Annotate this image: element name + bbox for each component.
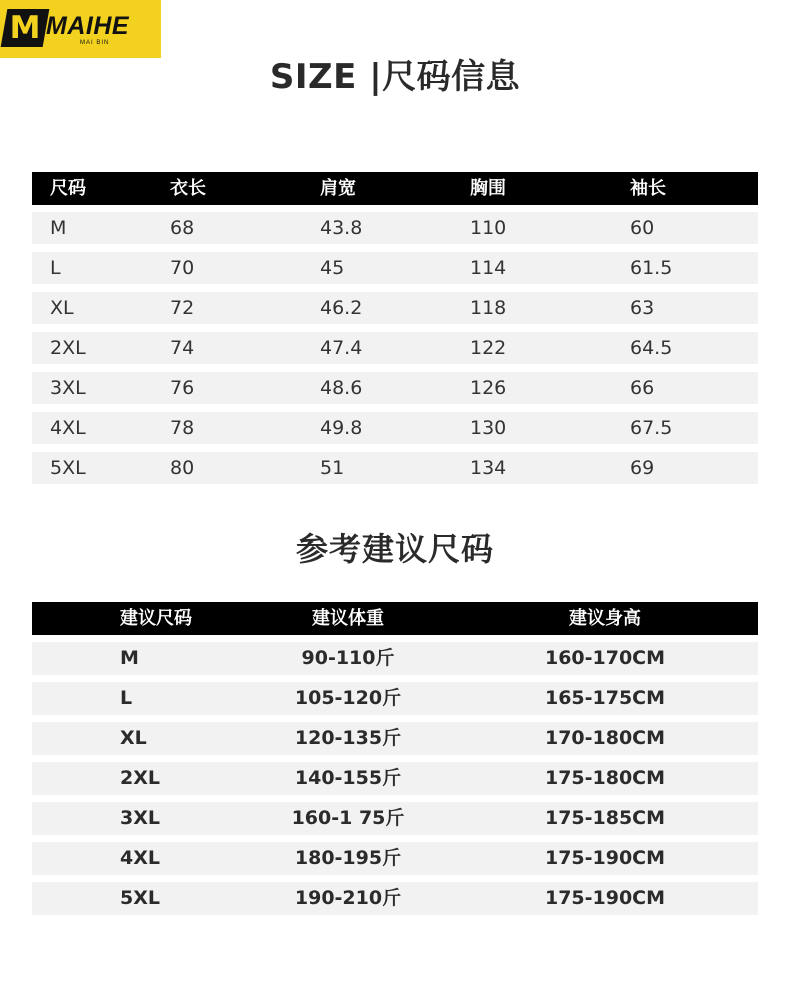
table-cell: 43.8 bbox=[320, 217, 363, 239]
table-cell: 118 bbox=[470, 297, 507, 319]
table-row bbox=[32, 682, 758, 715]
column-header: 建议体重 bbox=[312, 608, 384, 629]
column-header: 建议身高 bbox=[569, 608, 641, 629]
table-row bbox=[32, 802, 758, 835]
table-cell: 4XL bbox=[50, 417, 86, 439]
table-cell: M bbox=[50, 217, 67, 239]
table-cell: 175-180CM bbox=[544, 767, 666, 789]
table-row bbox=[32, 252, 758, 284]
table-header-row bbox=[32, 602, 758, 635]
table-row bbox=[32, 762, 758, 795]
column-header: 衣长 bbox=[170, 178, 206, 199]
table-cell: 70 bbox=[170, 257, 195, 279]
table-cell: 68 bbox=[170, 217, 195, 239]
table-cell: 175-185CM bbox=[544, 807, 666, 829]
table-header-row bbox=[32, 172, 758, 205]
table-cell: 64.5 bbox=[630, 337, 673, 359]
recommend-title: 参考建议尺码 bbox=[295, 530, 494, 568]
table-row bbox=[32, 372, 758, 404]
table-cell: 72 bbox=[170, 297, 195, 319]
table-cell: 74 bbox=[170, 337, 195, 359]
table-cell: 160-1 75斤 bbox=[291, 807, 405, 829]
table-cell: 134 bbox=[470, 457, 507, 479]
table-row bbox=[32, 292, 758, 324]
table-row bbox=[32, 412, 758, 444]
table-cell: 114 bbox=[470, 257, 507, 279]
table-cell: 120-135斤 bbox=[294, 727, 402, 749]
table-cell: 90-110斤 bbox=[301, 647, 395, 669]
table-cell: 175-190CM bbox=[544, 847, 666, 869]
table-cell: 76 bbox=[170, 377, 195, 399]
table-cell: 175-190CM bbox=[544, 887, 666, 909]
table-row bbox=[32, 882, 758, 915]
column-header: 袖长 bbox=[630, 178, 666, 199]
table-cell: 48.6 bbox=[320, 377, 363, 399]
table-cell: 46.2 bbox=[320, 297, 363, 319]
table-cell: 2XL bbox=[50, 337, 86, 359]
table-cell: 3XL bbox=[120, 807, 160, 829]
table-cell: 105-120斤 bbox=[294, 687, 402, 709]
table-cell: 60 bbox=[630, 217, 655, 239]
table-cell: 5XL bbox=[50, 457, 86, 479]
table-cell: 47.4 bbox=[320, 337, 363, 359]
column-header: 肩宽 bbox=[320, 178, 356, 199]
table-cell: 2XL bbox=[120, 767, 160, 789]
table-cell: 126 bbox=[470, 377, 507, 399]
column-header: 尺码 bbox=[50, 178, 86, 199]
table-cell: XL bbox=[120, 727, 147, 749]
table-cell: L bbox=[50, 257, 61, 279]
table-cell: 49.8 bbox=[320, 417, 363, 439]
table-row bbox=[32, 212, 758, 244]
table-cell: 66 bbox=[630, 377, 655, 399]
table-cell: 63 bbox=[630, 297, 655, 319]
table-cell: 61.5 bbox=[630, 257, 673, 279]
table-cell: 78 bbox=[170, 417, 195, 439]
logo-mark bbox=[1, 9, 50, 47]
table-cell: XL bbox=[50, 297, 74, 319]
table-row bbox=[32, 722, 758, 755]
table-cell: 4XL bbox=[120, 847, 160, 869]
table-cell: M bbox=[120, 647, 139, 669]
table-cell: 69 bbox=[630, 457, 655, 479]
recommend-table bbox=[32, 602, 758, 922]
table-cell: 130 bbox=[470, 417, 507, 439]
logo-mark-letter: M bbox=[9, 10, 41, 46]
table-cell: 80 bbox=[170, 457, 195, 479]
table-cell: 165-175CM bbox=[544, 687, 666, 709]
table-cell: 110 bbox=[470, 217, 507, 239]
table-cell: 122 bbox=[470, 337, 507, 359]
table-row bbox=[32, 642, 758, 675]
table-row bbox=[32, 452, 758, 484]
table-cell: 190-210斤 bbox=[294, 887, 402, 909]
table-cell: 140-155斤 bbox=[294, 767, 402, 789]
table-row bbox=[32, 332, 758, 364]
table-cell: 45 bbox=[320, 257, 345, 279]
logo-wordmark: MAIHE bbox=[46, 12, 130, 40]
table-cell: 67.5 bbox=[630, 417, 673, 439]
table-row bbox=[32, 842, 758, 875]
table-cell: 5XL bbox=[120, 887, 160, 909]
logo-tagline: MAI BIN bbox=[80, 40, 110, 46]
table-cell: 51 bbox=[320, 457, 345, 479]
size-table bbox=[32, 172, 758, 492]
table-cell: 180-195斤 bbox=[294, 847, 402, 869]
page-title: SIZE |尺码信息 bbox=[269, 57, 521, 97]
table-cell: 170-180CM bbox=[544, 727, 666, 749]
table-cell: 160-170CM bbox=[544, 647, 666, 669]
table-cell: L bbox=[120, 687, 133, 709]
table-cell: 3XL bbox=[50, 377, 86, 399]
column-header: 建议尺码 bbox=[120, 608, 192, 629]
column-header: 胸围 bbox=[470, 178, 506, 199]
